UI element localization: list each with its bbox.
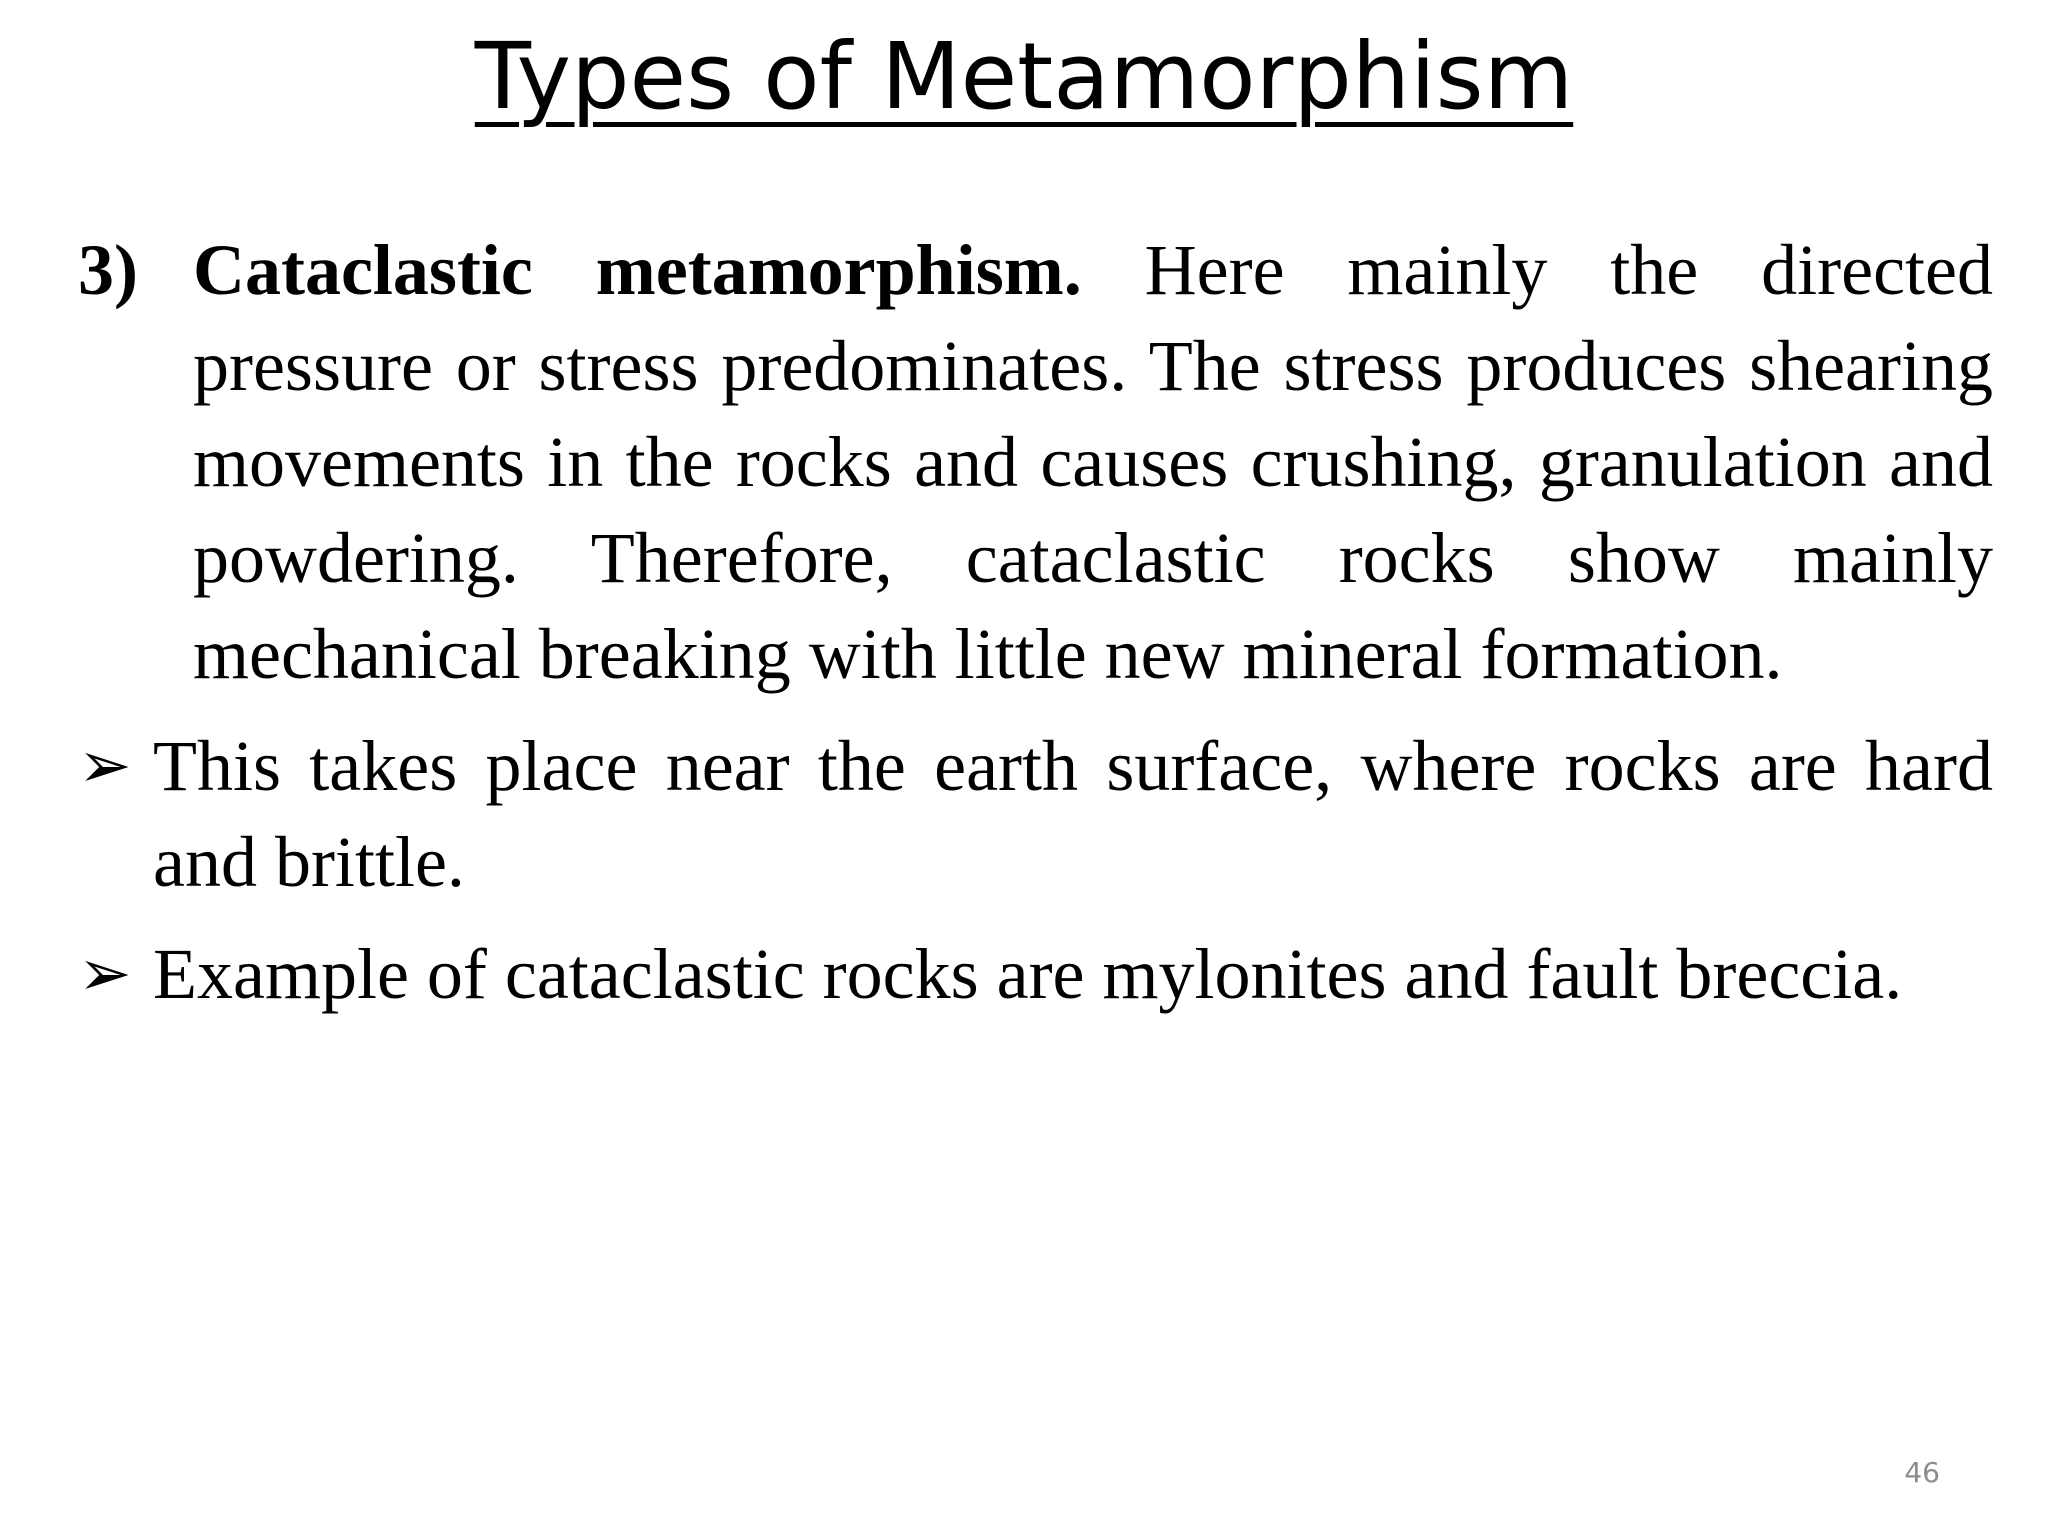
numbered-item-3 <box>78 222 1993 702</box>
slide-content <box>78 222 1993 1022</box>
slide-title-text: Types of Metamorphism <box>474 23 1574 130</box>
item-text: Here mainly the directed pressure or stress predominates. The stress produces shearing movements in the rocks and causes crushing, granulation and powdering. Therefore, cataclastic rocks show mainly mechanical breaking with little new mineral formation. <box>193 230 1994 694</box>
bullet-item <box>78 926 1993 1022</box>
item-number: 3) <box>78 230 138 310</box>
page-number: 46 <box>1904 1456 1940 1489</box>
bullet-text: Example of cataclastic rocks are mylonites and fault breccia. <box>153 934 1903 1014</box>
bullet-text: This takes place near the earth surface, where rocks are hard and brittle. <box>153 726 1993 902</box>
item-paragraph <box>193 222 1993 702</box>
item-heading: Cataclastic metamorphism. <box>193 230 1082 310</box>
arrow-bullet-icon: ➢ <box>78 938 132 1009</box>
slide-title <box>0 22 2048 132</box>
bullet-item <box>78 718 1993 910</box>
arrow-bullet-icon: ➢ <box>78 730 132 801</box>
